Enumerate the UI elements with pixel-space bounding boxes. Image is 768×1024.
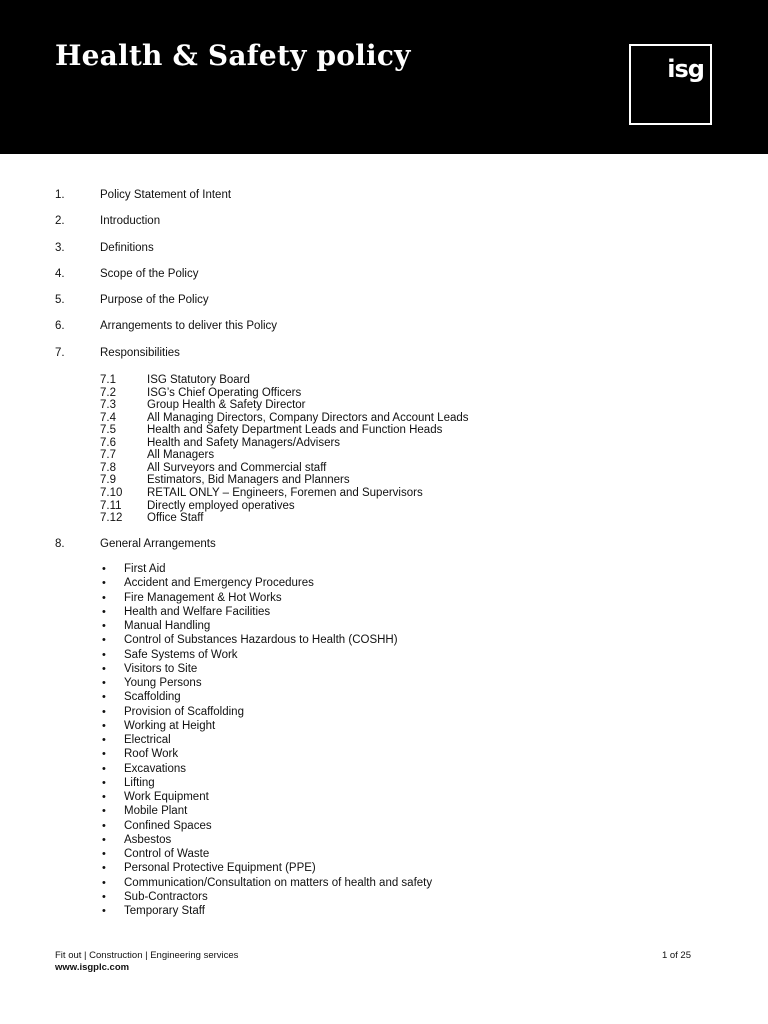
bullet-icon: • xyxy=(102,905,106,917)
bullet-icon: • xyxy=(102,720,106,732)
subsection-label: RETAIL ONLY – Engineers, Foremen and Supervisors xyxy=(147,487,423,499)
subsection-label: ISG’s Chief Operating Officers xyxy=(147,387,302,399)
list-item-label: First Aid xyxy=(124,563,166,575)
subsection-label: All Managers xyxy=(147,449,215,461)
toc-label: Introduction xyxy=(100,215,161,227)
subsection-number: 7.7 xyxy=(100,449,116,461)
bullet-icon: • xyxy=(102,691,106,703)
subsection-label: Health and Safety Managers/Advisers xyxy=(147,437,341,449)
toc-number: 8. xyxy=(55,538,65,550)
list-item-label: Scaffolding xyxy=(124,691,181,703)
subsection-label: All Managing Directors, Company Directors and Account Leads xyxy=(147,412,469,424)
list-item-label: Sub-Contractors xyxy=(124,891,208,903)
footer-url: www.isgplc.com xyxy=(55,962,130,973)
list-item-label: Fire Management & Hot Works xyxy=(124,592,282,604)
toc-number: 3. xyxy=(55,242,65,254)
bullet-icon: • xyxy=(102,748,106,760)
subsection-label: Estimators, Bid Managers and Planners xyxy=(147,474,350,486)
page-number: 1 of 25 xyxy=(661,950,691,961)
list-item-label: Young Persons xyxy=(124,677,202,689)
list-item-label: Accident and Emergency Procedures xyxy=(124,577,314,589)
list-item-label: Personal Protective Equipment (PPE) xyxy=(124,862,316,874)
toc-number: 6. xyxy=(55,320,65,332)
list-item-label: Electrical xyxy=(124,734,171,746)
bullet-icon: • xyxy=(102,649,106,661)
toc-number: 2. xyxy=(55,215,65,227)
bullet-icon: • xyxy=(102,848,106,860)
list-item-label: Safe Systems of Work xyxy=(124,649,238,661)
subsection-number: 7.6 xyxy=(100,437,116,449)
subsection-label: Health and Safety Department Leads and Function Heads xyxy=(147,424,443,436)
bullet-icon: • xyxy=(102,834,106,846)
subsection-number: 7.1 xyxy=(100,374,116,386)
subsection-number: 7.12 xyxy=(100,512,123,524)
subsection-label: Office Staff xyxy=(147,512,204,524)
toc-number: 7. xyxy=(55,347,65,359)
list-item-label: Control of Waste xyxy=(124,848,210,860)
list-item-label: Temporary Staff xyxy=(124,905,205,917)
subsection-label: Directly employed operatives xyxy=(147,500,295,512)
bullet-icon: • xyxy=(102,592,106,604)
bullet-icon: • xyxy=(102,763,106,775)
subsection-number: 7.8 xyxy=(100,462,116,474)
list-item-label: Control of Substances Hazardous to Health (COSHH) xyxy=(124,634,398,646)
list-item-label: Communication/Consultation on matters of health and safety xyxy=(124,877,433,889)
bullet-icon: • xyxy=(102,805,106,817)
toc-label: Responsibilities xyxy=(100,347,180,359)
page-title: Health & Safety policy xyxy=(55,39,411,72)
bullet-icon: • xyxy=(102,734,106,746)
subsection-number: 7.9 xyxy=(100,474,116,486)
list-item-label: Mobile Plant xyxy=(124,805,188,817)
toc-number: 4. xyxy=(55,268,65,280)
list-item-label: Provision of Scaffolding xyxy=(124,706,244,718)
subsection-number: 7.5 xyxy=(100,424,116,436)
list-item-label: Lifting xyxy=(124,777,155,789)
subsection-number: 7.10 xyxy=(100,487,123,499)
bullet-icon: • xyxy=(102,677,106,689)
bullet-icon: • xyxy=(102,791,106,803)
bullet-icon: • xyxy=(102,706,106,718)
toc-label: Policy Statement of Intent xyxy=(100,189,232,201)
list-item-label: Roof Work xyxy=(124,748,179,760)
footer-services: Fit out | Construction | Engineering services xyxy=(55,950,239,961)
bullet-icon: • xyxy=(102,891,106,903)
toc-label: Scope of the Policy xyxy=(100,268,199,280)
bullet-icon: • xyxy=(102,563,106,575)
toc-label: Purpose of the Policy xyxy=(100,294,209,306)
toc-label: Arrangements to deliver this Policy xyxy=(100,320,278,332)
bullet-icon: • xyxy=(102,862,106,874)
subsection-label: Group Health & Safety Director xyxy=(147,399,306,411)
list-item-label: Excavations xyxy=(124,763,187,775)
toc-number: 1. xyxy=(55,189,65,201)
list-item-label: Visitors to Site xyxy=(124,663,198,675)
bullet-icon: • xyxy=(102,606,106,618)
bullet-icon: • xyxy=(102,820,106,832)
bullet-icon: • xyxy=(102,620,106,632)
toc-number: 5. xyxy=(55,294,65,306)
bullet-icon: • xyxy=(102,577,106,589)
list-item-label: Work Equipment xyxy=(124,791,209,803)
list-item-label: Manual Handling xyxy=(124,620,211,632)
bullet-icon: • xyxy=(102,877,106,889)
list-item-label: Health and Welfare Facilities xyxy=(124,606,271,618)
toc-label: General Arrangements xyxy=(100,538,216,550)
subsection-number: 7.4 xyxy=(100,412,116,424)
subsection-label: ISG Statutory Board xyxy=(147,374,250,386)
bullet-icon: • xyxy=(102,777,106,789)
list-item-label: Working at Height xyxy=(124,720,216,732)
subsection-number: 7.3 xyxy=(100,399,116,411)
subsection-number: 7.2 xyxy=(100,387,116,399)
toc-label: Definitions xyxy=(100,242,154,254)
bullet-icon: • xyxy=(102,663,106,675)
subsection-label: All Surveyors and Commercial staff xyxy=(147,462,327,474)
list-item-label: Asbestos xyxy=(124,834,172,846)
list-item-label: Confined Spaces xyxy=(124,820,212,832)
subsection-number: 7.11 xyxy=(100,500,122,512)
bullet-icon: • xyxy=(102,634,106,646)
logo-text: isg xyxy=(667,55,704,83)
